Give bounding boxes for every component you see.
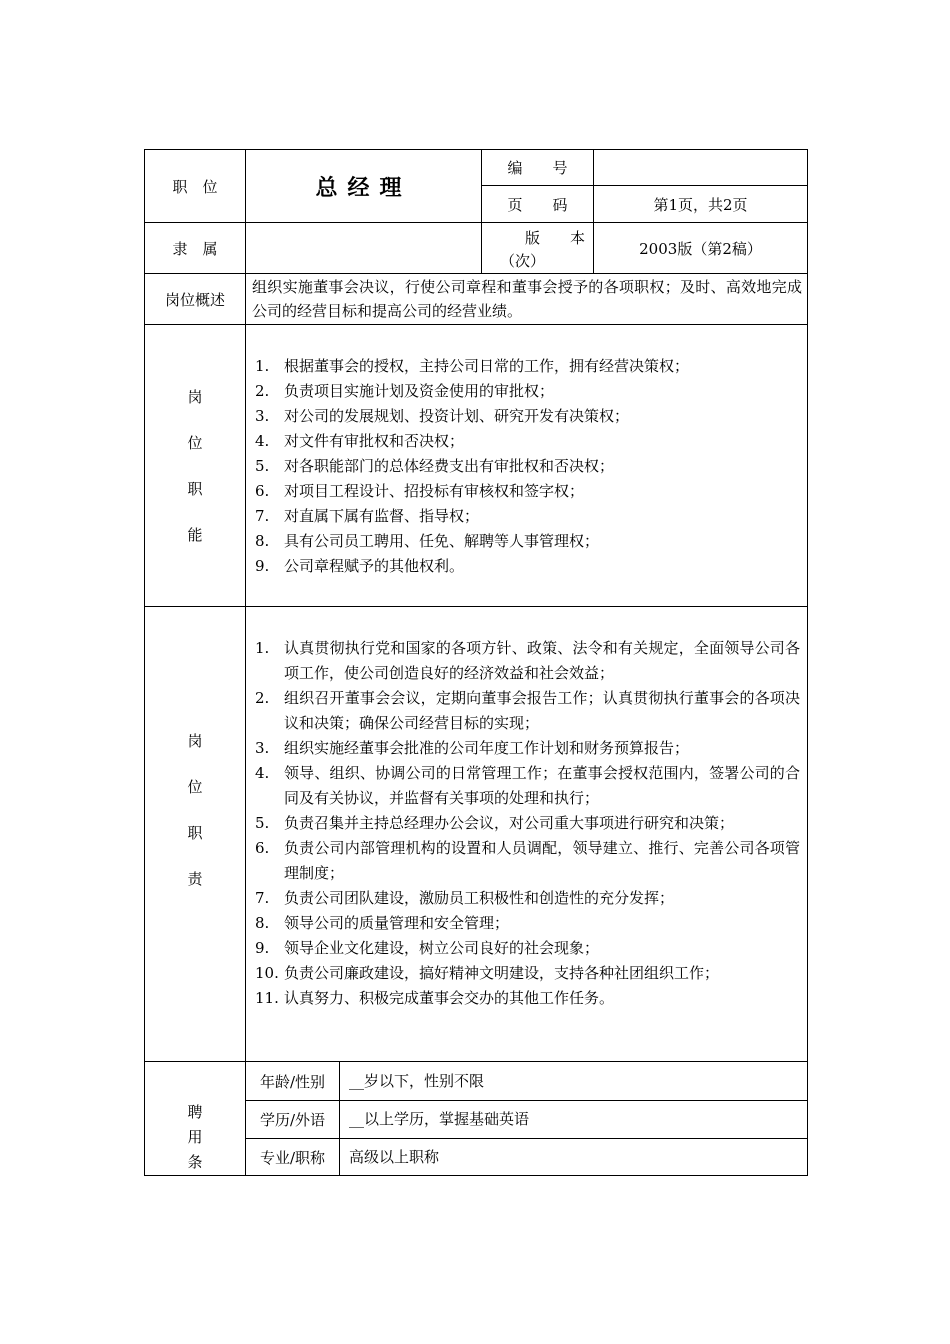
list-item: 8. 具有公司员工聘用、任免、解聘等人事管理权； <box>255 532 600 550</box>
duties-label-char: 岗 <box>187 731 203 750</box>
list-item: 1. 认真贯彻执行党和国家的各项方针、政策、法令和有关规定，全面领导公司各项工作，使公司创造良好的经济效益和社会效益； <box>255 639 800 682</box>
number-value <box>594 150 807 185</box>
req-age-label: 年龄/性别 <box>259 1072 326 1091</box>
version-label-line2: （次） <box>500 252 546 270</box>
req-education-value: __以上学历，掌握基础英语 <box>349 1110 530 1128</box>
position-title: 总经理 <box>315 175 412 201</box>
page-label: 页 码 <box>507 195 568 214</box>
overview-label: 岗位概述 <box>164 290 225 309</box>
functions-label <box>145 325 245 606</box>
duties-label-char: 责 <box>187 869 203 888</box>
list-item: 5. 对各职能部门的总体经费支出有审批权和否决权； <box>255 457 615 475</box>
list-item: 2. 负责项目实施计划及资金使用的审批权； <box>255 382 555 400</box>
functions-label-char: 位 <box>187 434 203 452</box>
version-value: 2003版（第2稿） <box>639 239 762 258</box>
duties-list <box>255 636 800 1011</box>
duties-label <box>145 607 245 1061</box>
page-value: 第1页，共2页 <box>653 195 748 214</box>
duties-label-char: 职 <box>187 823 203 842</box>
list-item: 5. 负责召集并主持总经理办公会议，对公司重大事项进行研究和决策； <box>255 814 735 832</box>
version-label <box>482 223 593 273</box>
list-item: 10. 负责公司廉政建设，搞好精神文明建设，支持各种社团组织工作； <box>255 964 720 982</box>
requirements-label <box>145 1062 245 1175</box>
list-item: 4. 对文件有审批权和否决权； <box>255 432 465 450</box>
overview-text: 组织实施董事会决议，行使公司章程和董事会授予的各项职权；及时、高效地完成公司的经营目标和提高公司的经营业绩。 <box>252 278 802 320</box>
list-item: 7. 负责公司团队建设，激励员工积极性和创造性的充分发挥； <box>255 889 675 907</box>
list-item: 8. 领导公司的质量管理和安全管理； <box>255 914 510 932</box>
list-item: 1. 根据董事会的授权，主持公司日常的工作，拥有经营决策权； <box>255 357 690 375</box>
req-title-label: 专业/职称 <box>259 1148 326 1167</box>
col-line-label <box>245 149 246 1176</box>
list-item: 6. 对项目工程设计、招投标有审核权和签字权； <box>255 482 585 500</box>
functions-list-cell <box>255 354 800 579</box>
requirements-label-char: 用 <box>187 1128 203 1146</box>
list-item: 6. 负责公司内部管理机构的设置和人员调配，领导建立、推行、完善公司各项管理制度； <box>255 839 800 882</box>
functions-label-char: 能 <box>187 526 203 544</box>
duties-label-char: 位 <box>187 777 203 796</box>
list-item: 4. 领导、组织、协调公司的日常管理工作；在董事会授权范围内，签署公司的合同及有关协议，并监督有关事项的处理和执行； <box>255 764 800 807</box>
requirements-label-char: 聘 <box>187 1103 203 1121</box>
list-item: 9. 领导企业文化建设，树立公司良好的社会现象； <box>255 939 600 957</box>
list-item: 3. 组织实施经董事会批准的公司年度工作计划和财务预算报告； <box>255 739 690 757</box>
functions-list <box>255 354 800 579</box>
position-label: 职 位 <box>172 177 218 196</box>
req-age-value: __岁以下，性别不限 <box>349 1072 485 1090</box>
table-border-bottom <box>144 1175 808 1176</box>
affiliation-value <box>246 223 481 273</box>
version-label-line1: 版 本 <box>524 229 585 247</box>
functions-label-char: 职 <box>187 480 203 498</box>
table-border-right <box>807 149 808 1176</box>
req-title-value: 高级以上职称 <box>349 1148 440 1166</box>
requirements-label-char: 条 <box>187 1153 203 1171</box>
list-item: 11. 认真努力、积极完成董事会交办的其他工作任务。 <box>255 989 615 1007</box>
col-line-req <box>339 1061 340 1176</box>
list-item: 9. 公司章程赋予的其他权利。 <box>255 557 465 575</box>
list-item: 7. 对直属下属有监督、指导权； <box>255 507 480 525</box>
req-education-label: 学历/外语 <box>259 1111 326 1129</box>
list-item: 2. 组织召开董事会会议，定期向董事会报告工作；认真贯彻执行董事会的各项决议和决策；确保公司经营目标的实现； <box>255 689 800 732</box>
functions-label-char: 岗 <box>187 388 203 406</box>
affiliation-label: 隶 属 <box>172 239 218 258</box>
list-item: 3. 对公司的发展规划、投资计划、研究开发有决策权； <box>255 407 630 425</box>
duties-list-cell <box>255 636 800 1011</box>
number-label: 编 号 <box>507 159 568 177</box>
